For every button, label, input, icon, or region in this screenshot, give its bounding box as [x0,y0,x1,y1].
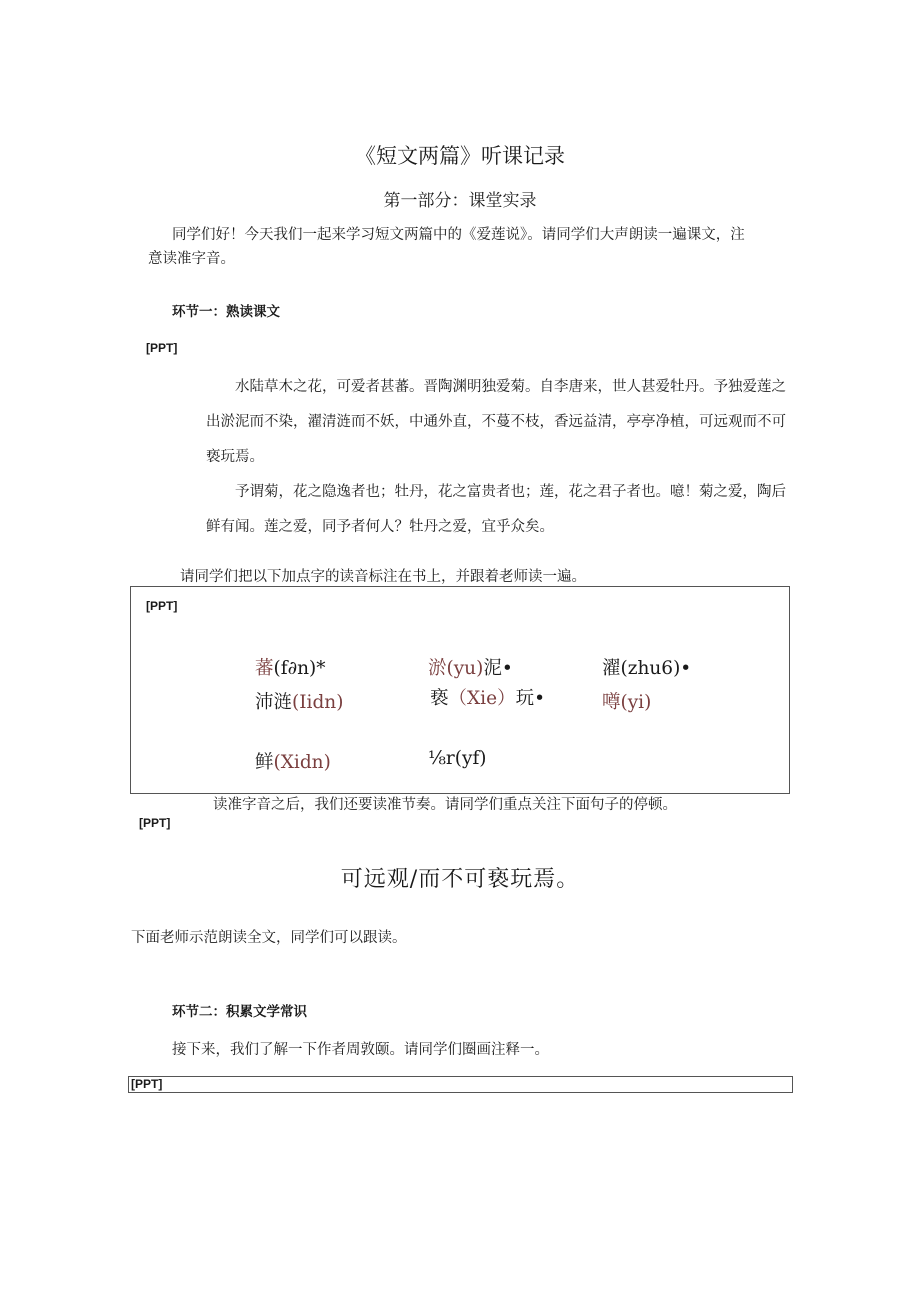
pause-sentence: 可远观/而不可亵玩焉。 [340,867,580,892]
ppt-label-2: [PPT] [146,599,178,613]
pinyin-xie-reading: （Xie） [448,688,516,709]
pinyin-zhuo-reading: (zhu6)• [620,658,692,679]
pinyin-xian-char: 鲜 [255,752,274,773]
ppt-label-4: [PPT] [131,1077,163,1091]
pinyin-xian-reading: (Xidn) [273,752,331,773]
pinyin-xian [255,748,331,774]
page-title: 《短文两篇》听课记录 [355,144,565,168]
section2-text: 接下来，我们了解一下作者周敦颐。请同学们圈画注释一。 [172,1042,549,1058]
ppt-box-bottom [128,1076,793,1093]
quote-paragraph-1: 水陆草木之花，可爱者甚蕃。晋陶渊明独爱菊。自李唐来，世人甚爱牡丹。予独爱莲之出淤泥而不染，濯清涟而不妖，中通外直，不蔓不枝，香远益清，亭亭净植，可远观而不可亵玩焉。 [206,379,786,465]
pinyin-fan-reading: (f∂n)* [273,658,326,679]
section1-heading: 环节一：熟读课文 [172,304,280,320]
pinyin-instruction: 请同学们把以下加点字的读音标注在书上，并跟着老师读一遍。 [180,569,586,585]
rhythm-instruction: 读准字音之后，我们还要读准节奏。请同学们重点关注下面句子的停顿。 [213,797,677,813]
intro-line-1: 同学们好！今天我们一起来学习短文两篇中的《爱莲说》。请同学们大声朗读一遍课文，注 [172,227,745,243]
pinyin-fan [255,654,326,680]
section-subtitle: 第一部分：课堂实录 [383,191,537,211]
intro-line-2: 意读准字音。 [148,251,235,267]
section2-heading: 环节二：积累文学常识 [172,1004,307,1020]
pinyin-lian [255,688,343,714]
pinyin-zhuo [602,654,691,680]
pinyin-yu-reading: (yu) [446,658,484,679]
pinyin-yu-after: 泥• [483,658,513,679]
pinyin-yu-char: 淤 [428,658,447,679]
pinyin-zhuo-char: 濯 [602,658,621,679]
pinyin-yi-reading: (yi) [620,692,652,713]
pinyin-yu [428,654,513,680]
pinyin-lian-reading: (Iidn) [292,692,344,713]
pinyin-lian-char: 沛涟 [255,692,293,713]
ppt-label-1: [PPT] [146,341,178,355]
pinyin-xie-char: 亵 [430,688,449,709]
teacher-read-text: 下面老师示范朗读全文，同学们可以跟读。 [131,930,407,946]
pinyin-xie-after: 玩• [515,688,545,709]
ppt-label-3: [PPT] [139,816,171,830]
pinyin-last: ⅛r(yf) [428,748,487,769]
pinyin-xie [430,684,545,710]
pinyin-yi [602,688,651,714]
pinyin-yi-char: 噂 [602,692,621,713]
pinyin-fan-char: 蕃 [255,658,274,679]
quote-paragraph-2: 予谓菊，花之隐逸者也；牡丹，花之富贵者也；莲，花之君子者也。噫！菊之爱，陶后鲜有闻。莲之爱，同予者何人？牡丹之爱，宜乎众矣。 [206,484,786,535]
